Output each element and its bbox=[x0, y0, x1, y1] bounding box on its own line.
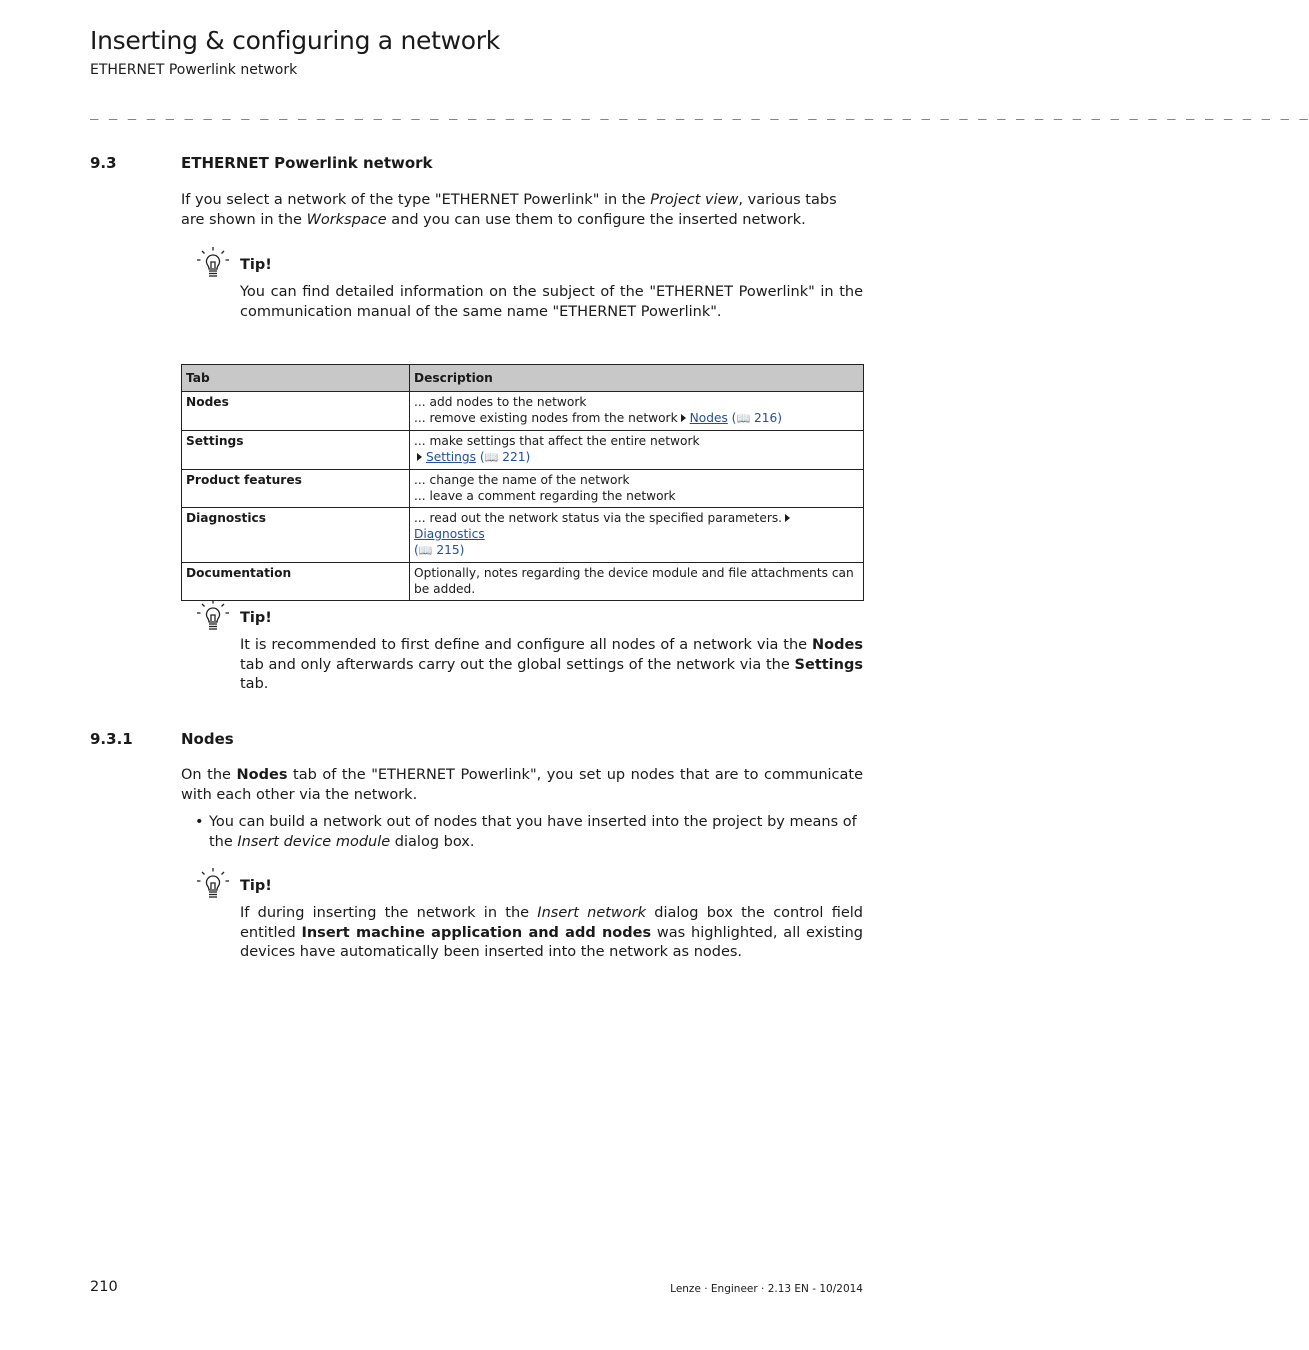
table-row bbox=[182, 563, 864, 601]
table-cell-description: ... read out the network status via the specified parameters.Diagnostics (📖 215) bbox=[410, 508, 864, 563]
table-cell-tab: Diagnostics bbox=[182, 508, 410, 563]
section-number: 9.3 bbox=[90, 154, 117, 172]
book-icon: 📖 bbox=[418, 544, 433, 557]
table-cell-tab: Nodes bbox=[182, 392, 410, 431]
table-cell-tab: Product features bbox=[182, 470, 410, 508]
tip-text: You can find detailed information on the subject of the "ETHERNET Powerlink" in the communication manual of the same name "ETHERNET Powerlink". bbox=[240, 284, 863, 320]
link-nodes[interactable]: Nodes bbox=[689, 411, 728, 425]
arrow-right-icon bbox=[417, 453, 422, 461]
table-cell-tab: Documentation bbox=[182, 563, 410, 601]
table-header-row bbox=[182, 365, 864, 392]
page-number: 210 bbox=[90, 1279, 118, 1295]
subsection-number: 9.3.1 bbox=[90, 730, 133, 748]
link-diagnostics[interactable]: Diagnostics bbox=[414, 527, 485, 541]
header-dashed-rule: _ _ _ _ _ _ _ _ _ _ _ _ _ _ _ _ _ _ _ _ _ _ _ _ _ _ _ _ _ _ _ _ _ _ _ _ _ _ _ _ _ _ _ _ _ _ _ _ _ _ _ _ _ _ _ _ _ _ _ _ _ _ _ _ _ bbox=[90, 104, 1309, 120]
table-row bbox=[182, 508, 864, 563]
table-cell-tab: Settings bbox=[182, 431, 410, 470]
arrow-right-icon bbox=[681, 414, 686, 422]
bullet-dot: • bbox=[195, 814, 204, 830]
arrow-right-icon bbox=[785, 514, 790, 522]
footer-publication: Lenze · Engineer · 2.13 EN - 10/2014 bbox=[670, 1283, 863, 1295]
lightbulb-tip-icon bbox=[196, 599, 230, 633]
table-cell-description: ... make settings that affect the entire network Settings (📖 221) bbox=[410, 431, 864, 470]
table-row bbox=[182, 431, 864, 470]
table-row bbox=[182, 392, 864, 431]
page-title: Inserting & configuring a network bbox=[90, 26, 500, 55]
tip-label: Tip! bbox=[240, 878, 272, 894]
section-title: ETHERNET Powerlink network bbox=[181, 154, 433, 172]
bullet-item: • You can build a network out of nodes that you have inserted into the project by means of the Insert device module dialog box. bbox=[195, 814, 857, 850]
section-intro: If you select a network of the type "ETHERNET Powerlink" in the Project view, various tabs are shown in the Workspace and you can use them to configure the inserted network. bbox=[181, 192, 837, 228]
subsection-paragraph: On the Nodes tab of the "ETHERNET Powerlink", you set up nodes that are to communicate with each other via the network. bbox=[181, 767, 864, 803]
lightbulb-tip-icon bbox=[196, 867, 230, 901]
table-header-description: Description bbox=[410, 365, 864, 392]
table-cell-description: ... change the name of the network ... leave a comment regarding the network bbox=[410, 470, 864, 508]
tip-text: It is recommended to first define and configure all nodes of a network via the Nodes tab and only afterwards carry out the global settings of the network via the Settings tab. bbox=[240, 637, 863, 692]
table-cell-description: Optionally, notes regarding the device module and file attachments can be added. bbox=[410, 563, 864, 601]
table-row bbox=[182, 470, 864, 508]
tip-label: Tip! bbox=[240, 610, 272, 626]
page-subtitle: ETHERNET Powerlink network bbox=[90, 62, 298, 78]
book-icon: 📖 bbox=[736, 412, 751, 425]
tabs-table bbox=[181, 364, 864, 601]
table-header-tab: Tab bbox=[182, 365, 410, 392]
subsection-title: Nodes bbox=[181, 730, 234, 748]
link-settings[interactable]: Settings bbox=[426, 450, 476, 464]
tip-label: Tip! bbox=[240, 257, 272, 273]
table-cell-description: ... add nodes to the network ... remove existing nodes from the network Nodes (📖 216) bbox=[410, 392, 864, 431]
book-icon: 📖 bbox=[484, 451, 499, 464]
tip-text: If during inserting the network in the Insert network dialog box the control field entitled Insert machine application and add nodes was highlighted, all existing devices have automatically been inserted into the network as nodes. bbox=[240, 905, 863, 960]
lightbulb-tip-icon bbox=[196, 246, 230, 280]
